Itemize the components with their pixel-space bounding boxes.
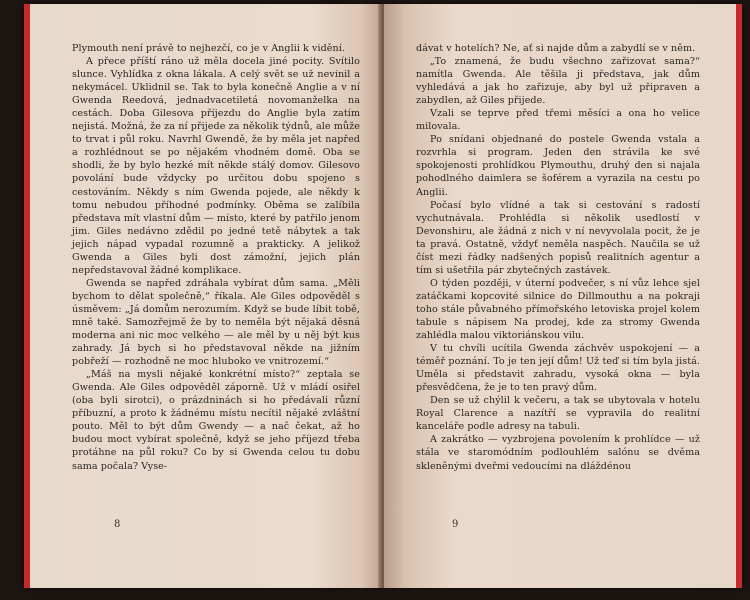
book-spread: [24, 4, 742, 588]
left-page-text: [72, 42, 360, 473]
paragraph: Počasí bylo vlídné a tak si cestování s radostí vychutnávala. Prohlédla si několik usedlostí v Devonshiru, ale žádná z nich v ní nevyvolala pocit, že je ta pravá. Ostatně, vždyť neměla naspěch. Naučila se už číst mezi řádky nadšených popisů realitních agentur a tím si ušetřila pár zbytečných zastávek.: [416, 199, 700, 276]
paragraph: Vzali se teprve před třemi měsíci a ona ho velice milovala.: [416, 108, 700, 133]
paragraph: dávat v hotelích? Ne, ať si najde dům a zabydlí se v něm.: [416, 43, 696, 54]
right-page-text: [416, 42, 700, 473]
paragraph: Plymouth není právě to nejhezčí, co je v Anglii k vidění.: [72, 43, 345, 54]
paragraph: A zakrátko — vyzbrojena povolením k prohlídce — už stála ve staromódním podlouhlém salónu se dvěma skleněnými dveřmi vedoucími na dláždénou: [416, 434, 700, 472]
paragraph: Po snídani objednané do postele Gwenda vstala a rozvrhla si program. Jeden den strávila ke své spokojenosti prohlídkou Plymouthu, druhý den si najala pohodlného daimlera se šoférem a vyrazila na cestu po Anglii.: [416, 134, 700, 198]
paragraph: O týden později, v úterní podvečer, s ní vůz lehce sjel zatáčkami kopcovité silnice do Dillmouthu a na pokraji toho stále půvabného přímořského letoviska projel kolem tabule s nápisem Na prodej, kde za stromy Gwenda zahlédla malou viktoriánskou vilu.: [416, 277, 700, 342]
paragraph: V tu chvíli ucítila Gwenda záchvěv uspokojení — a téměř poznání. To je ten její dům! Už teď si tím byla jistá. Uměla si představit zahradu, vysoká okna — byla přesvědčena, že je to ten pravý dům.: [416, 343, 700, 394]
page-number: 9: [452, 519, 459, 530]
paragraph: A přece příští ráno už měla docela jiné pocity. Svítilo slunce. Vyhlídka z okna lákala. A celý svět se už nevinil a nekymácel. Uklidnil se. Tak to byla konečně Anglie a v ní Gwenda Reedová, jednadvacetiletá novomanželka na cestách. Doba Gilesova příjezdu do Anglie byla zatím nejistá. Možná, že za ní přijede za několik týdnů, ale může to trvat i půl roku. Navrhl Gwendě, že by měla jet napřed a rozhlédnout se po nějakém vhodném domě. Oba se shodli, že by bylo hezké mít někde stálý domov. Gilesovo povolání bude vždycky po určitou dobu spojeno s cestováním. Někdy s ním Gwenda pojede, ale někdy k tomu nebudou příhodné podmínky. Oběma se zalíbila představa mít vlastní dům — místo, které by patřilo jenom jim. Giles nedávno zdědil po jedné tetě nábytek a tak jejich nápad vypadal rozumně a prakticky. A jelikož Gwenda a Giles byli dost zámožní, jejich plán nepředstavoval žádné komplikace.: [72, 56, 360, 276]
paragraph: „To znamená, že budu všechno zařizovat sama?“ namítla Gwenda. Ale těšila ji představa, jak dům vyhledává a jak ho zařizuje, aby byl už připraven a zabydlen, až Giles přijede.: [416, 56, 700, 107]
page-number: 8: [114, 519, 121, 530]
left-page: [24, 4, 382, 588]
paragraph: „Máš na mysli nějaké konkrétní místo?“ zeptala se Gwenda. Ale Giles odpověděl záporně. Už v mládí osiřel (oba byli sirotci), o prázdninách si ho předávali různí příbuzní, a proto k žádnému místu necítil nějaké zvláštní pouto. Měl to být dům Gwendy — a nač čekat, až ho budou moct vybírat společně, když se jeho příjezd třeba protáhne na půl roku? Co by si Gwenda celou tu dobu sama počala? Vyse-: [72, 369, 360, 472]
paragraph: Den se už chýlil k večeru, a tak se ubytovala v hotelu Royal Clarence a nazítří se vypravila do realitní kanceláře podle adresy na tabuli.: [416, 395, 700, 433]
paragraph: Gwenda se napřed zdráhala vybírat dům sama. „Měli bychom to dělat společně,“ říkala. Ale Giles odpověděl s úsměvem: „Já domům nerozumím. Když se bude líbit tobě, mně také. Samozřejmě že by to neměla být nějaká děsná moderna ani nic moc velkého — ale měl by u něj být kus zahrady. Já bych si ho představoval někde na jižním pobřeží — rozhodně ne moc hluboko ve vnitrozemí.“: [72, 277, 360, 368]
right-page: [384, 4, 742, 588]
